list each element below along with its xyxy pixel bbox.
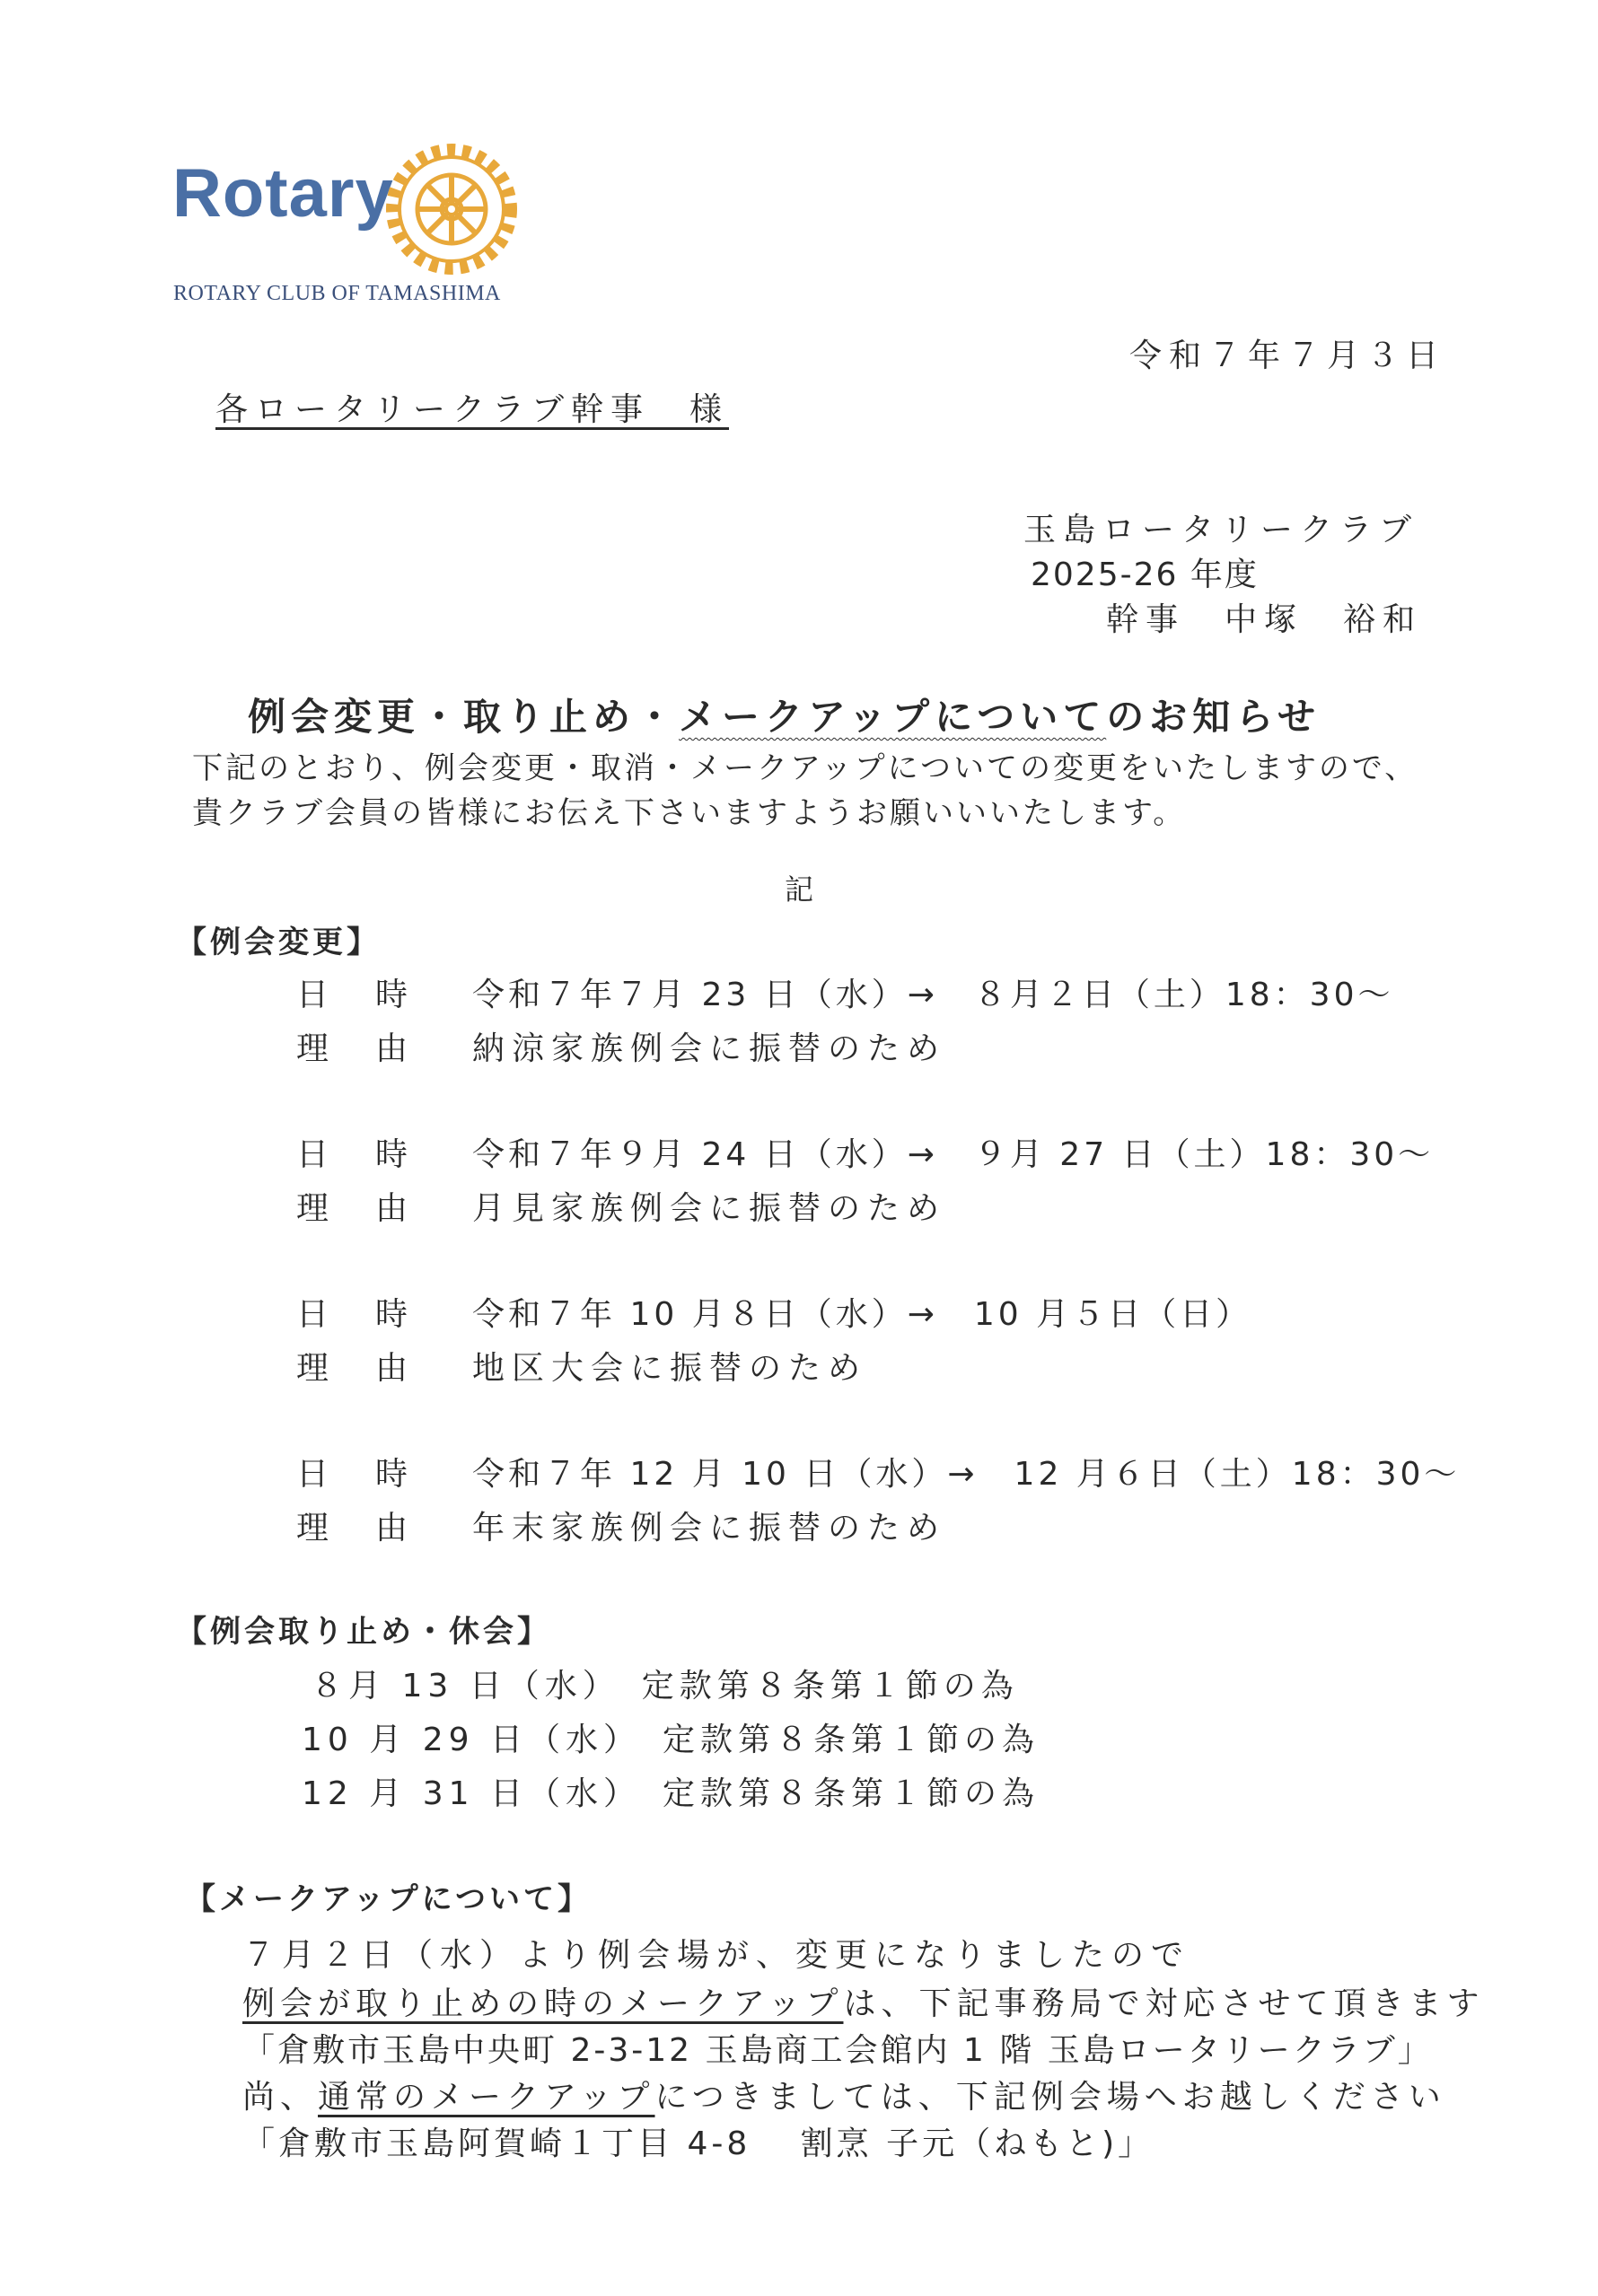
makeup-line-2 [242, 1978, 1485, 2024]
makeup-line-4-prefix: 尚、 [242, 2079, 319, 2116]
change-4-reason-label: 理 由 [296, 1510, 416, 1547]
change-1-reason: 納涼家族例会に振替のため [472, 1030, 947, 1067]
rotary-wheel-icon [384, 142, 519, 276]
intro-line-2: 貴クラブ会員の皆様にお伝え下さいますようお願いいいたします。 [192, 795, 1187, 831]
makeup-line-4-underlined: 通常のメークアップ [318, 2079, 655, 2116]
makeup-line-4 [242, 2072, 1446, 2117]
makeup-office-address: 「倉敷市玉島中央町 2-3-12 玉島商工会館内 1 階 玉島ロータリークラブ」 [242, 2032, 1433, 2069]
change-4-datetime-label: 日 時 [296, 1456, 416, 1493]
change-4-reason: 年末家族例会に振替のため [472, 1510, 947, 1547]
cancellation-item: ８月 13 日（水） 定款第８条第１節の為 [311, 1668, 1019, 1704]
change-3-datetime: 令和７年 10 月８日（水）→ 10 月５日（日） [472, 1296, 1252, 1333]
rotary-logo-wordmark: Rotary [172, 155, 394, 232]
sender-year: 2025-26 年度 [1031, 556, 1259, 593]
change-3-reason-label: 理 由 [296, 1350, 416, 1387]
cancellation-item: 12 月 31 日（水） 定款第８条第１節の為 [302, 1775, 1040, 1812]
ki-mark: 記 [785, 872, 814, 907]
changes-heading: 【例会変更】 [176, 925, 381, 960]
sender-club: 玉島ロータリークラブ [1023, 512, 1419, 548]
intro-line-1: 下記のとおり、例会変更・取消・メークアップについての変更をいたしますので、 [192, 750, 1418, 786]
recipient: 各ロータリークラブ幹事 様 [215, 391, 730, 428]
change-2-reason-label: 理 由 [296, 1190, 416, 1227]
change-1-datetime: 令和７年７月 23 日（水）→ ８月２日（土）18：30～ [472, 977, 1394, 1013]
title-part-1: 例会変更・取り止め・ [248, 695, 680, 739]
change-1-reason-label: 理 由 [296, 1030, 416, 1067]
makeup-line-1: ７月２日（水）より例会場が、変更になりましたので [242, 1937, 1191, 1974]
change-2-reason: 月見家族例会に振替のため [472, 1190, 947, 1227]
makeup-heading: 【メークアップについて】 [185, 1881, 592, 1917]
makeup-line-4-rest: につきましては、下記例会場へお越しください [654, 2079, 1446, 2116]
document-title [248, 688, 1321, 741]
title-part-3: のお知らせ [1106, 695, 1321, 739]
change-3-reason: 地区大会に振替のため [472, 1350, 868, 1387]
title-part-2: メークアップについて [679, 695, 1107, 739]
cancellations-heading: 【例会取り止め・休会】 [176, 1614, 551, 1650]
cancellation-item: 10 月 29 日（水） 定款第８条第１節の為 [302, 1722, 1040, 1758]
change-2-datetime-label: 日 時 [296, 1136, 416, 1173]
change-1-datetime-label: 日 時 [296, 977, 416, 1013]
makeup-venue-address: 「倉敷市玉島阿賀崎１丁目 4-8 割烹 子元（ねもと)」 [242, 2125, 1155, 2162]
document-date: 令和７年７月３日 [1129, 337, 1446, 374]
makeup-line-2-rest: は、下記事務局で対応させて頂きます [843, 1985, 1485, 2022]
change-4-datetime: 令和７年 12 月 10 日（水）→ 12 月６日（土）18：30～ [472, 1456, 1461, 1493]
sender-officer: 幹事 中塚 裕和 [1106, 601, 1423, 638]
change-2-datetime: 令和７年９月 24 日（水）→ ９月 27 日（土）18：30～ [472, 1136, 1435, 1173]
change-3-datetime-label: 日 時 [296, 1296, 416, 1333]
club-name: ROTARY CLUB OF TAMASHIMA [173, 282, 501, 305]
makeup-line-2-underlined: 例会が取り止めの時のメークアップ [242, 1985, 844, 2022]
